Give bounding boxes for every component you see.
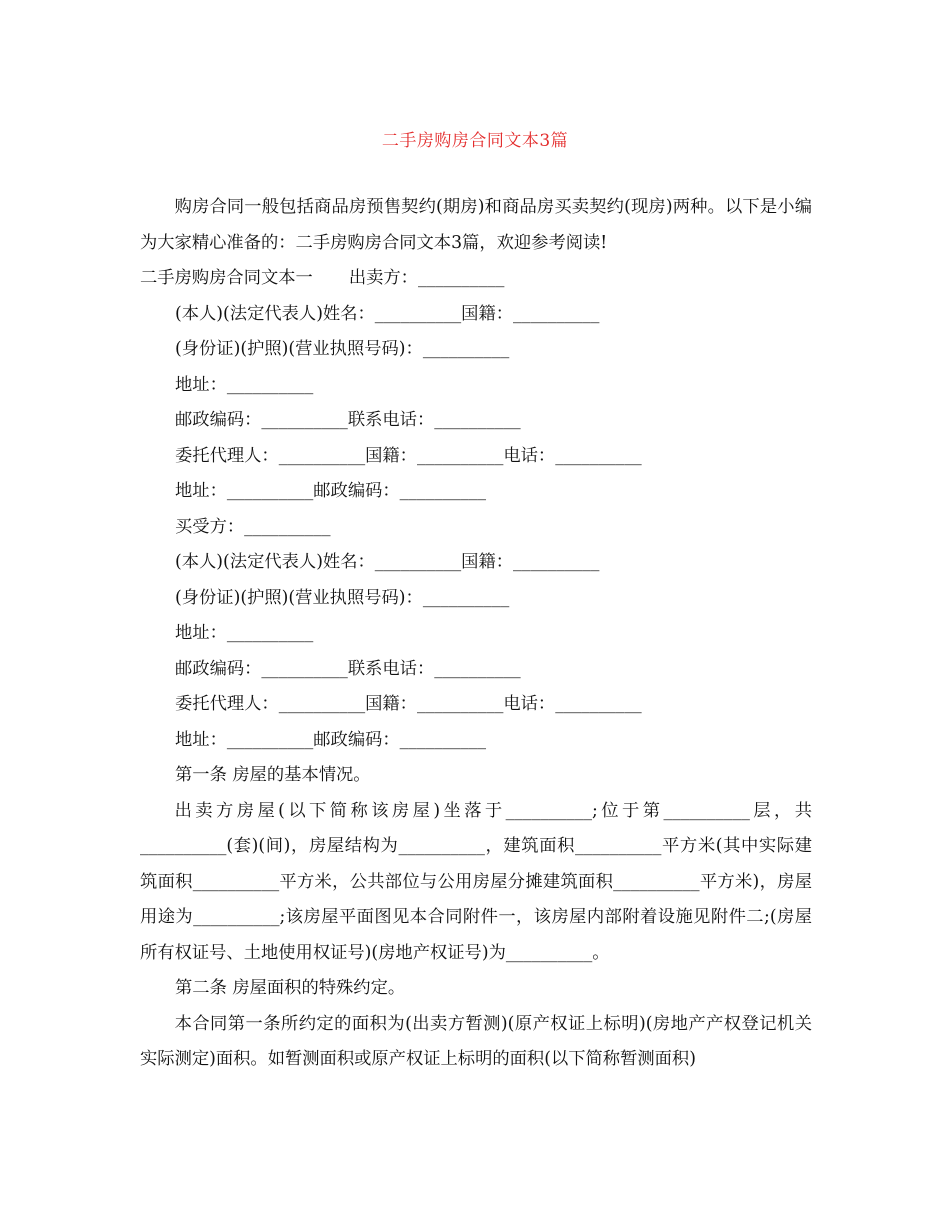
buyer-label: 买受方：__________ bbox=[175, 516, 331, 537]
article2-text: 本合同第一条所约定的面积为(出卖方暂测)(原产权证上标明)(房地产产权登记机关实际测定)面积。如暂测面积或原产权证上标明的面积(以下简称暂测面积) bbox=[140, 1013, 812, 1069]
seller-postcode-line: 邮政编码：__________联系电话：__________ bbox=[175, 410, 521, 430]
article2-title: 第二条 房屋面积的特殊约定。 bbox=[175, 978, 406, 998]
seller-agent-line: 委托代理人：__________国籍：__________电话：__________ bbox=[175, 445, 642, 466]
document-title: 二手房购房合同文本3篇 bbox=[381, 131, 569, 151]
buyer-id-line: (身份证)(护照)(营业执照号码)：__________ bbox=[175, 587, 510, 608]
seller-name-line: (本人)(法定代表人)姓名：__________国籍：__________ bbox=[175, 303, 600, 324]
seller-label: 出卖方：__________ bbox=[348, 268, 505, 288]
buyer-agent-address-line: 地址：__________邮政编码：__________ bbox=[175, 729, 487, 750]
seller-address-line: 地址：__________ bbox=[175, 374, 314, 395]
buyer-agent-line: 委托代理人：__________国籍：__________电话：__________ bbox=[175, 694, 642, 714]
contract-heading: 二手房购房合同文本一 bbox=[140, 268, 313, 288]
buyer-address-line: 地址：__________ bbox=[175, 623, 314, 643]
contract-heading-line bbox=[140, 261, 812, 297]
article1-text: 出卖方房屋(以下简称该房屋)坐落于__________;位于第__________层，共__________(套)(间)，房屋结构为__________，建筑面积__________平方米(其中实际建筑面积__________平方米，公共部位与公用房屋分摊建筑面积__________平方米)，房屋用途为__________;该房屋平面图见本合同附件一，该房屋内部附着设施见附件二;(房屋所有权证号、土地使用权证号)(房地产权证号)为__________。 bbox=[140, 800, 812, 963]
intro-paragraph: 购房合同一般包括商品房预售契约(期房)和商品房买卖契约(现房)两种。以下是小编为大家精心准备的：二手房购房合同文本3篇，欢迎参考阅读! bbox=[140, 197, 812, 253]
document-body bbox=[140, 190, 812, 1078]
seller-id-line: (身份证)(护照)(营业执照号码)：__________ bbox=[175, 339, 510, 359]
article1-title: 第一条 房屋的基本情况。 bbox=[175, 765, 371, 785]
buyer-postcode-line: 邮政编码：__________联系电话：__________ bbox=[175, 658, 521, 679]
buyer-name-line: (本人)(法定代表人)姓名：__________国籍：__________ bbox=[175, 552, 600, 572]
seller-agent-address-line: 地址：__________邮政编码：__________ bbox=[175, 481, 487, 501]
